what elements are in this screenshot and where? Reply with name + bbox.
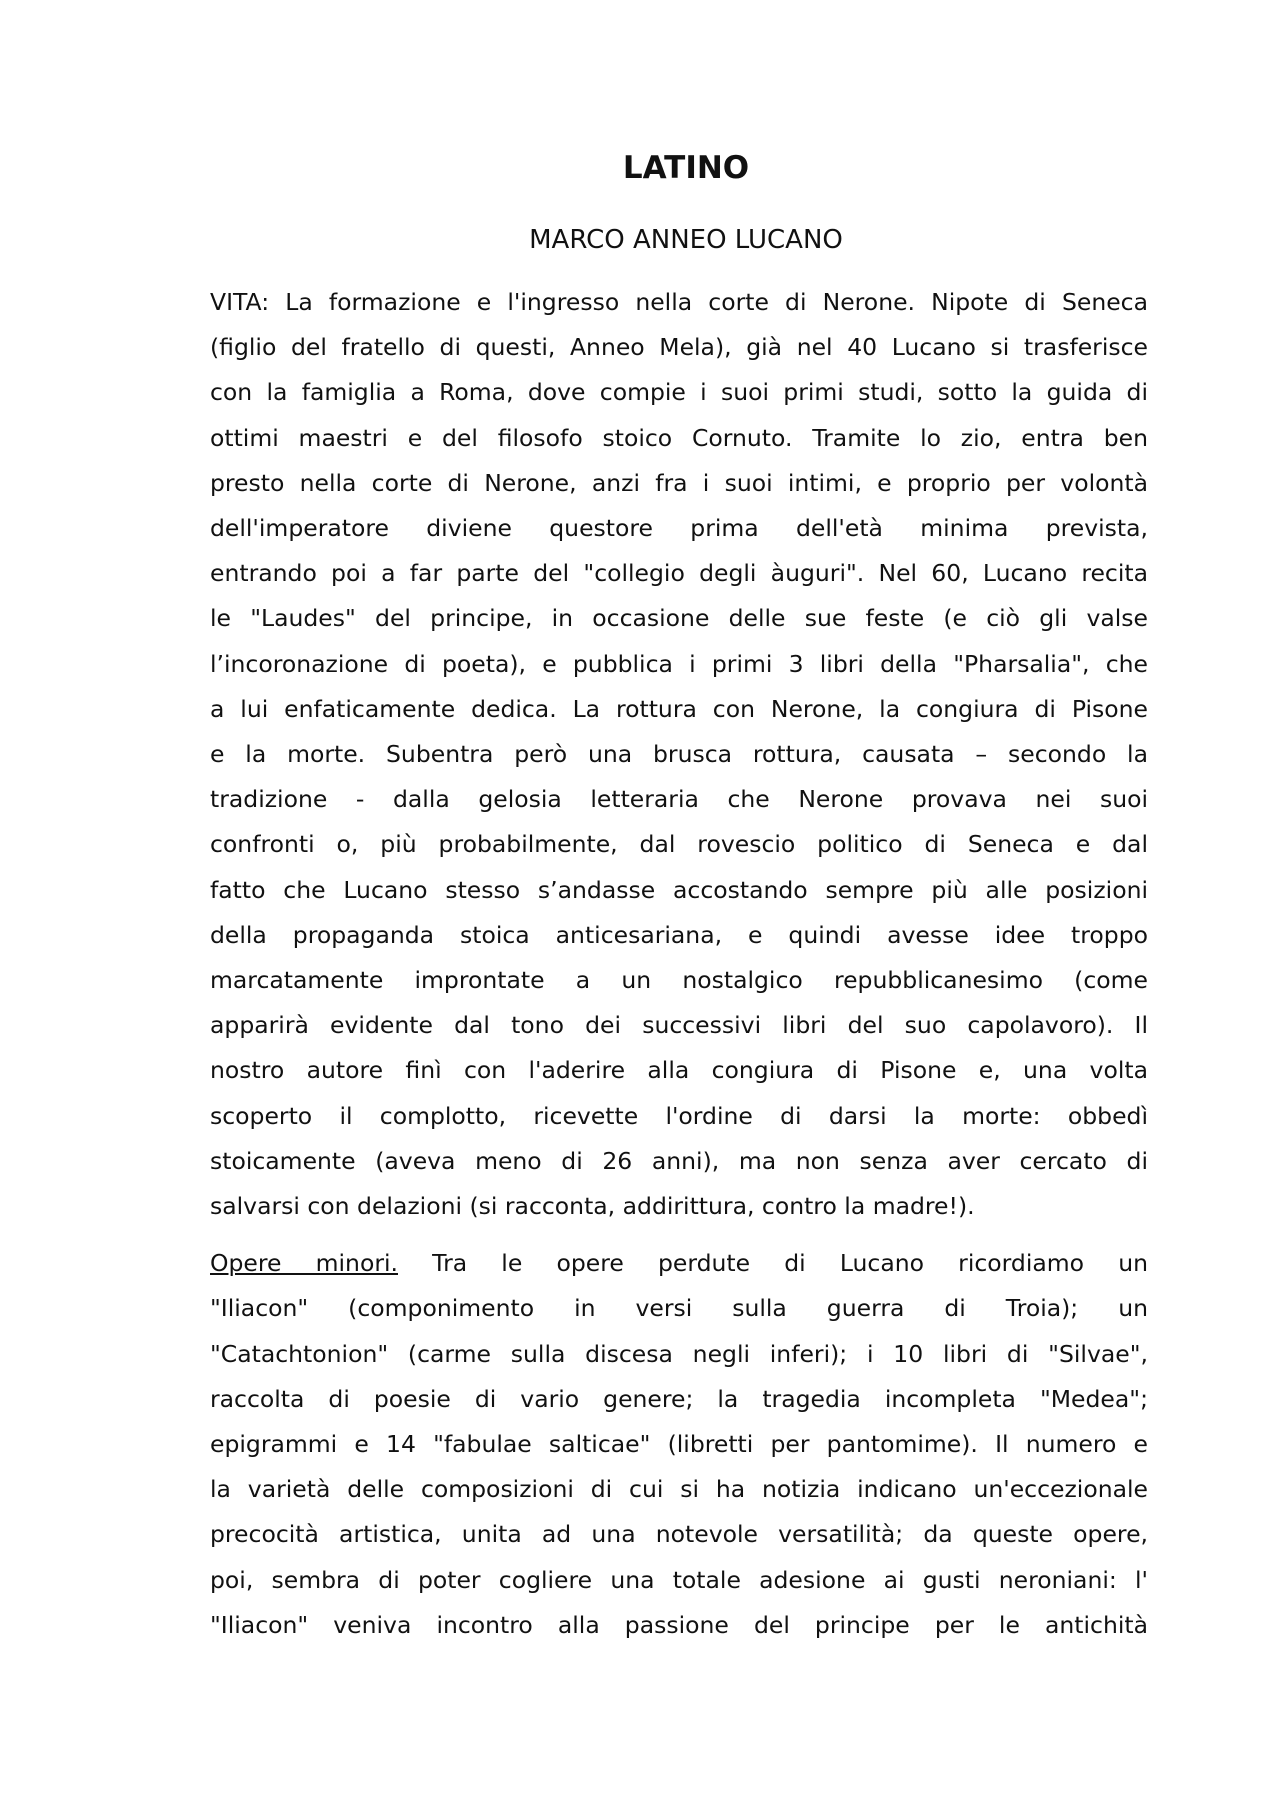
text-line: entrando poi a far parte del "collegio degli àuguri". Nel 60, Lucano recita <box>210 559 1148 588</box>
text-line: e la morte. Subentra però una brusca rottura, causata – secondo la <box>210 740 1148 769</box>
text-line: la varietà delle composizioni di cui si ha notizia indicano un'eccezionale <box>210 1475 1148 1504</box>
text-line: della propaganda stoica anticesariana, e quindi avesse idee troppo <box>210 920 1148 949</box>
text-line: scoperto il complotto, ricevette l'ordine di darsi la morte: obbedì <box>210 1101 1148 1130</box>
text-line: "Iliacon" veniva incontro alla passione del principe per le antichità <box>210 1610 1148 1639</box>
page-subtitle: MARCO ANNEO LUCANO <box>529 225 843 255</box>
text-line: "Iliacon" (componimento in versi sulla guerra di Troia); un <box>210 1294 1148 1323</box>
text-line: presto nella corte di Nerone, anzi fra i suoi intimi, e proprio per volontà <box>210 468 1148 497</box>
paragraph-vita <box>210 280 1148 1229</box>
text-line: tradizione - dalla gelosia letteraria che Nerone provava nei suoi <box>210 785 1148 814</box>
paragraph-opere-minori <box>210 1241 1148 1648</box>
text-line: VITA: La formazione e l'ingresso nella corte di Nerone. Nipote di Seneca <box>210 288 1148 316</box>
text-line: confronti o, più probabilmente, dal rovescio politico di Seneca e dal <box>210 830 1148 859</box>
text-line: precocità artistica, unita ad una notevole versatilità; da queste opere, <box>210 1520 1148 1549</box>
text-line <box>210 1241 1148 1286</box>
text-line: le "Laudes" del principe, in occasione delle sue feste (e ciò gli valse <box>210 604 1148 633</box>
text-fragment: Tra le opere perdute di Lucano ricordiamo un <box>398 1249 1148 1278</box>
text-line: dell'imperatore diviene questore prima dell'età minima prevista, <box>210 514 1148 543</box>
text-line: l’incoronazione di poeta), e pubblica i primi 3 libri della "Pharsalia", che <box>210 649 1148 678</box>
text-line: apparirà evidente dal tono dei successivi libri del suo capolavoro). Il <box>210 1011 1148 1040</box>
text-line: nostro autore finì con l'aderire alla congiura di Pisone e, una volta <box>210 1056 1148 1085</box>
text-line: con la famiglia a Roma, dove compie i suoi primi studi, sotto la guida di <box>210 378 1148 407</box>
text-line: raccolta di poesie di vario genere; la tragedia incompleta "Medea"; <box>210 1384 1148 1413</box>
text-line: marcatamente improntate a un nostalgico repubblicanesimo (come <box>210 966 1148 995</box>
text-line: "Catachtonion" (carme sulla discesa negli inferi); i 10 libri di "Silvae", <box>210 1339 1148 1368</box>
text-line: salvarsi con delazioni (si racconta, addirittura, contro la madre!). <box>210 1192 975 1221</box>
text-line: a lui enfaticamente dedica. La rottura con Nerone, la congiura di Pisone <box>210 694 1148 723</box>
section-heading: Opere minori. <box>210 1249 398 1278</box>
text-line: poi, sembra di poter cogliere una totale adesione ai gusti neroniani: l' <box>210 1565 1148 1594</box>
text-line: epigrammi e 14 "fabulae salticae" (libretti per pantomime). Il numero e <box>210 1430 1148 1459</box>
page-title: LATINO <box>622 150 750 186</box>
text-line: (figlio del fratello di questi, Anneo Mela), già nel 40 Lucano si trasferisce <box>210 333 1148 362</box>
text-line: stoicamente (aveva meno di 26 anni), ma non senza aver cercato di <box>210 1146 1148 1175</box>
document-body <box>210 280 1148 1648</box>
text-line: ottimi maestri e del filosofo stoico Cornuto. Tramite lo zio, entra ben <box>210 423 1148 452</box>
text-line: fatto che Lucano stesso s’andasse accostando sempre più alle posizioni <box>210 875 1148 904</box>
